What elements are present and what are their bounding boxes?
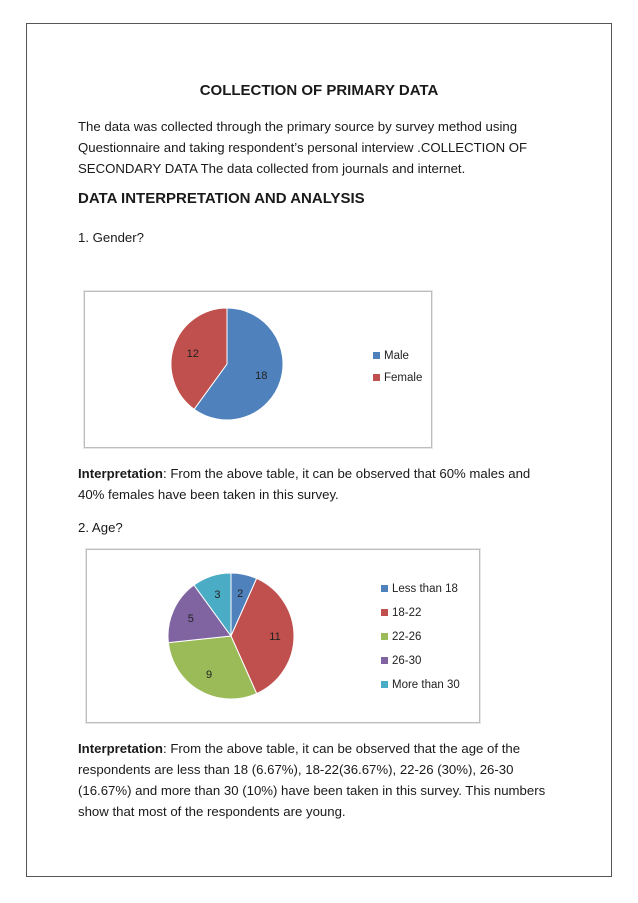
data-label: 3 <box>214 589 221 602</box>
data-label: 11 <box>269 631 281 643</box>
age-pie-chart <box>87 550 479 722</box>
interpretation-age <box>78 738 558 822</box>
legend-label: Less than 18 <box>392 583 458 595</box>
gender-pie-chart <box>85 292 431 447</box>
data-label: 2 <box>237 587 244 600</box>
legend-swatch <box>381 633 388 640</box>
gender-chart <box>84 291 432 448</box>
question-age: 2. Age? <box>78 520 123 535</box>
legend-label: 22-26 <box>392 631 422 643</box>
legend-swatch <box>381 657 388 664</box>
legend-label: Male <box>384 350 409 362</box>
interpretation-label: Interpretation <box>78 466 163 481</box>
legend-label: 18-22 <box>392 607 422 619</box>
legend-swatch <box>373 352 380 359</box>
page-title: COLLECTION OF PRIMARY DATA <box>199 82 439 99</box>
data-label: 5 <box>187 613 194 626</box>
section-heading: DATA INTERPRETATION AND ANALYSIS <box>78 190 365 207</box>
data-label: 12 <box>186 347 199 360</box>
interpretation-gender <box>78 463 558 505</box>
interpretation-label: Interpretation <box>78 741 163 756</box>
legend-label: More than 30 <box>392 679 460 691</box>
interpretation-text: : From the above table, it can be observed that the age of the respondents are less than 18 (6.67%), 18-22(36.67%), 22-26 (30%), 26-30 (16.67%) and more than 30 (10%) have been taken in this survey. This numbers show that most of the respondents are young. <box>78 741 546 819</box>
age-chart <box>86 549 480 723</box>
legend-label: Female <box>384 372 423 384</box>
interpretation-text: : From the above table, it can be observed that 60% males and 40% females have been taken in this survey. <box>78 466 531 502</box>
data-label: 18 <box>255 370 268 383</box>
legend-swatch <box>381 681 388 688</box>
data-label: 9 <box>205 669 213 682</box>
legend-swatch <box>381 609 388 616</box>
legend-label: 26-30 <box>392 655 422 667</box>
legend-swatch <box>373 374 380 381</box>
intro-paragraph: The data was collected through the primary source by survey method using Questionnaire and taking respondent’s personal interview .COLLECTION OF SECONDARY DATA The data collected from journals and internet. <box>78 119 528 176</box>
legend-swatch <box>381 585 388 592</box>
question-gender: 1. Gender? <box>78 230 144 245</box>
